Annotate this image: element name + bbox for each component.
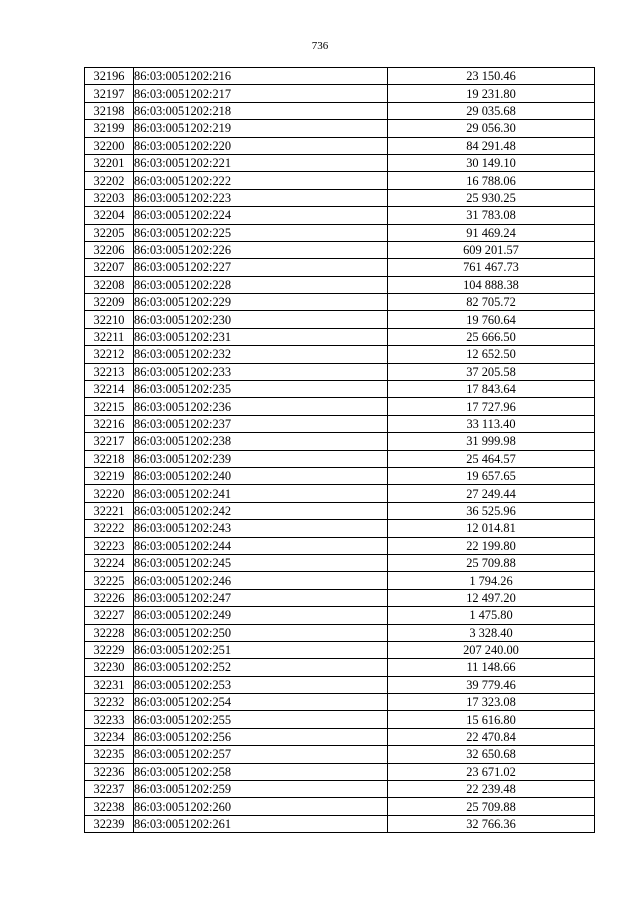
row-number: 32237 [85,781,134,798]
table-row [85,381,595,398]
table-row [85,259,595,276]
cadastral-value: 19 657.65 [388,467,595,484]
table-row [85,520,595,537]
table-row [85,189,595,206]
cadastral-number: 86:03:0051202:221 [134,154,388,171]
table-row [85,659,595,676]
cadastral-number: 86:03:0051202:244 [134,537,388,554]
cadastral-value: 25 930.25 [388,189,595,206]
table-row [85,120,595,137]
cadastral-number: 86:03:0051202:237 [134,415,388,432]
row-number: 32232 [85,694,134,711]
cadastral-number: 86:03:0051202:232 [134,346,388,363]
table-row [85,624,595,641]
cadastral-value: 104 888.38 [388,276,595,293]
table-row [85,781,595,798]
cadastral-number: 86:03:0051202:225 [134,224,388,241]
cadastral-value: 36 525.96 [388,502,595,519]
row-number: 32238 [85,798,134,815]
row-number: 32210 [85,311,134,328]
row-number: 32205 [85,224,134,241]
table-row [85,172,595,189]
table-row [85,815,595,832]
row-number: 32231 [85,676,134,693]
row-number: 32225 [85,572,134,589]
row-number: 32206 [85,241,134,258]
cadastral-value: 31 783.08 [388,207,595,224]
cadastral-number: 86:03:0051202:226 [134,241,388,258]
row-number: 32214 [85,381,134,398]
cadastral-value: 31 999.98 [388,433,595,450]
cadastral-value: 12 014.81 [388,520,595,537]
cadastral-number: 86:03:0051202:257 [134,746,388,763]
table-row [85,607,595,624]
row-number: 32227 [85,607,134,624]
row-number: 32226 [85,589,134,606]
row-number: 32212 [85,346,134,363]
cadastral-number: 86:03:0051202:261 [134,815,388,832]
cadastral-number: 86:03:0051202:216 [134,68,388,85]
row-number: 32211 [85,328,134,345]
cadastral-value: 3 328.40 [388,624,595,641]
cadastral-value: 12 497.20 [388,589,595,606]
cadastral-value: 27 249.44 [388,485,595,502]
table-row [85,798,595,815]
cadastral-value: 23 671.02 [388,763,595,780]
table-row [85,276,595,293]
cadastral-number: 86:03:0051202:243 [134,520,388,537]
cadastral-value: 33 113.40 [388,415,595,432]
cadastral-value: 32 766.36 [388,815,595,832]
row-number: 32209 [85,294,134,311]
table-row [85,85,595,102]
cadastral-number: 86:03:0051202:217 [134,85,388,102]
row-number: 32228 [85,624,134,641]
row-number: 32219 [85,467,134,484]
table-row [85,537,595,554]
row-number: 32197 [85,85,134,102]
row-number: 32221 [85,502,134,519]
table-row [85,728,595,745]
cadastral-number: 86:03:0051202:238 [134,433,388,450]
row-number: 32199 [85,120,134,137]
table-row [85,154,595,171]
table-row [85,224,595,241]
cadastral-value: 17 727.96 [388,398,595,415]
registry-table-body [85,68,595,833]
table-row [85,589,595,606]
cadastral-number: 86:03:0051202:236 [134,398,388,415]
cadastral-number: 86:03:0051202:249 [134,607,388,624]
cadastral-number: 86:03:0051202:250 [134,624,388,641]
cadastral-number: 86:03:0051202:259 [134,781,388,798]
cadastral-value: 37 205.58 [388,363,595,380]
cadastral-number: 86:03:0051202:242 [134,502,388,519]
cadastral-value: 25 666.50 [388,328,595,345]
cadastral-value: 30 149.10 [388,154,595,171]
cadastral-number: 86:03:0051202:223 [134,189,388,206]
cadastral-value: 84 291.48 [388,137,595,154]
table-row [85,641,595,658]
row-number: 32220 [85,485,134,502]
cadastral-number: 86:03:0051202:222 [134,172,388,189]
table-row [85,137,595,154]
cadastral-value: 19 760.64 [388,311,595,328]
table-row [85,485,595,502]
cadastral-value: 22 470.84 [388,728,595,745]
page-number: 736 [311,40,329,52]
cadastral-value: 23 150.46 [388,68,595,85]
cadastral-number: 86:03:0051202:245 [134,554,388,571]
row-number: 32200 [85,137,134,154]
cadastral-number: 86:03:0051202:247 [134,589,388,606]
table-row [85,502,595,519]
table-row [85,467,595,484]
row-number: 32208 [85,276,134,293]
cadastral-number: 86:03:0051202:218 [134,102,388,119]
cadastral-number: 86:03:0051202:239 [134,450,388,467]
cadastral-number: 86:03:0051202:256 [134,728,388,745]
table-row [85,711,595,728]
cadastral-number: 86:03:0051202:227 [134,259,388,276]
cadastral-number: 86:03:0051202:252 [134,659,388,676]
cadastral-number: 86:03:0051202:254 [134,694,388,711]
table-row [85,68,595,85]
table-row [85,398,595,415]
table-row [85,572,595,589]
cadastral-number: 86:03:0051202:235 [134,381,388,398]
cadastral-value: 25 709.88 [388,554,595,571]
cadastral-value: 91 469.24 [388,224,595,241]
cadastral-number: 86:03:0051202:224 [134,207,388,224]
row-number: 32236 [85,763,134,780]
cadastral-number: 86:03:0051202:219 [134,120,388,137]
cadastral-value: 12 652.50 [388,346,595,363]
cadastral-value: 19 231.80 [388,85,595,102]
row-number: 32230 [85,659,134,676]
cadastral-number: 86:03:0051202:229 [134,294,388,311]
cadastral-value: 25 464.57 [388,450,595,467]
table-row [85,311,595,328]
cadastral-value: 16 788.06 [388,172,595,189]
row-number: 32217 [85,433,134,450]
table-row [85,676,595,693]
row-number: 32218 [85,450,134,467]
cadastral-value: 761 467.73 [388,259,595,276]
table-row [85,328,595,345]
cadastral-value: 1 794.26 [388,572,595,589]
row-number: 32213 [85,363,134,380]
row-number: 32196 [85,68,134,85]
cadastral-number: 86:03:0051202:241 [134,485,388,502]
row-number: 32235 [85,746,134,763]
registry-table [84,67,595,833]
table-row [85,433,595,450]
cadastral-number: 86:03:0051202:246 [134,572,388,589]
cadastral-value: 29 056.30 [388,120,595,137]
table-row [85,363,595,380]
cadastral-value: 22 199.80 [388,537,595,554]
row-number: 32198 [85,102,134,119]
row-number: 32215 [85,398,134,415]
table-row [85,694,595,711]
row-number: 32202 [85,172,134,189]
row-number: 32207 [85,259,134,276]
cadastral-number: 86:03:0051202:231 [134,328,388,345]
cadastral-value: 207 240.00 [388,641,595,658]
table-row [85,346,595,363]
table-row [85,746,595,763]
row-number: 32201 [85,154,134,171]
cadastral-value: 25 709.88 [388,798,595,815]
cadastral-value: 11 148.66 [388,659,595,676]
cadastral-value: 32 650.68 [388,746,595,763]
cadastral-value: 1 475.80 [388,607,595,624]
table-row [85,207,595,224]
cadastral-number: 86:03:0051202:230 [134,311,388,328]
table-row [85,554,595,571]
cadastral-number: 86:03:0051202:258 [134,763,388,780]
table-row [85,763,595,780]
row-number: 32229 [85,641,134,658]
row-number: 32234 [85,728,134,745]
row-number: 32223 [85,537,134,554]
row-number: 32216 [85,415,134,432]
row-number: 32222 [85,520,134,537]
table-row [85,415,595,432]
cadastral-value: 15 616.80 [388,711,595,728]
table-row [85,450,595,467]
cadastral-value: 82 705.72 [388,294,595,311]
cadastral-value: 609 201.57 [388,241,595,258]
cadastral-value: 39 779.46 [388,676,595,693]
cadastral-number: 86:03:0051202:228 [134,276,388,293]
table-row [85,294,595,311]
cadastral-value: 17 843.64 [388,381,595,398]
row-number: 32203 [85,189,134,206]
row-number: 32239 [85,815,134,832]
table-row [85,102,595,119]
cadastral-value: 17 323.08 [388,694,595,711]
cadastral-number: 86:03:0051202:240 [134,467,388,484]
cadastral-number: 86:03:0051202:220 [134,137,388,154]
cadastral-number: 86:03:0051202:253 [134,676,388,693]
row-number: 32224 [85,554,134,571]
row-number: 32204 [85,207,134,224]
cadastral-value: 29 035.68 [388,102,595,119]
cadastral-value: 22 239.48 [388,781,595,798]
cadastral-number: 86:03:0051202:255 [134,711,388,728]
cadastral-number: 86:03:0051202:251 [134,641,388,658]
cadastral-number: 86:03:0051202:260 [134,798,388,815]
row-number: 32233 [85,711,134,728]
table-row [85,241,595,258]
cadastral-number: 86:03:0051202:233 [134,363,388,380]
